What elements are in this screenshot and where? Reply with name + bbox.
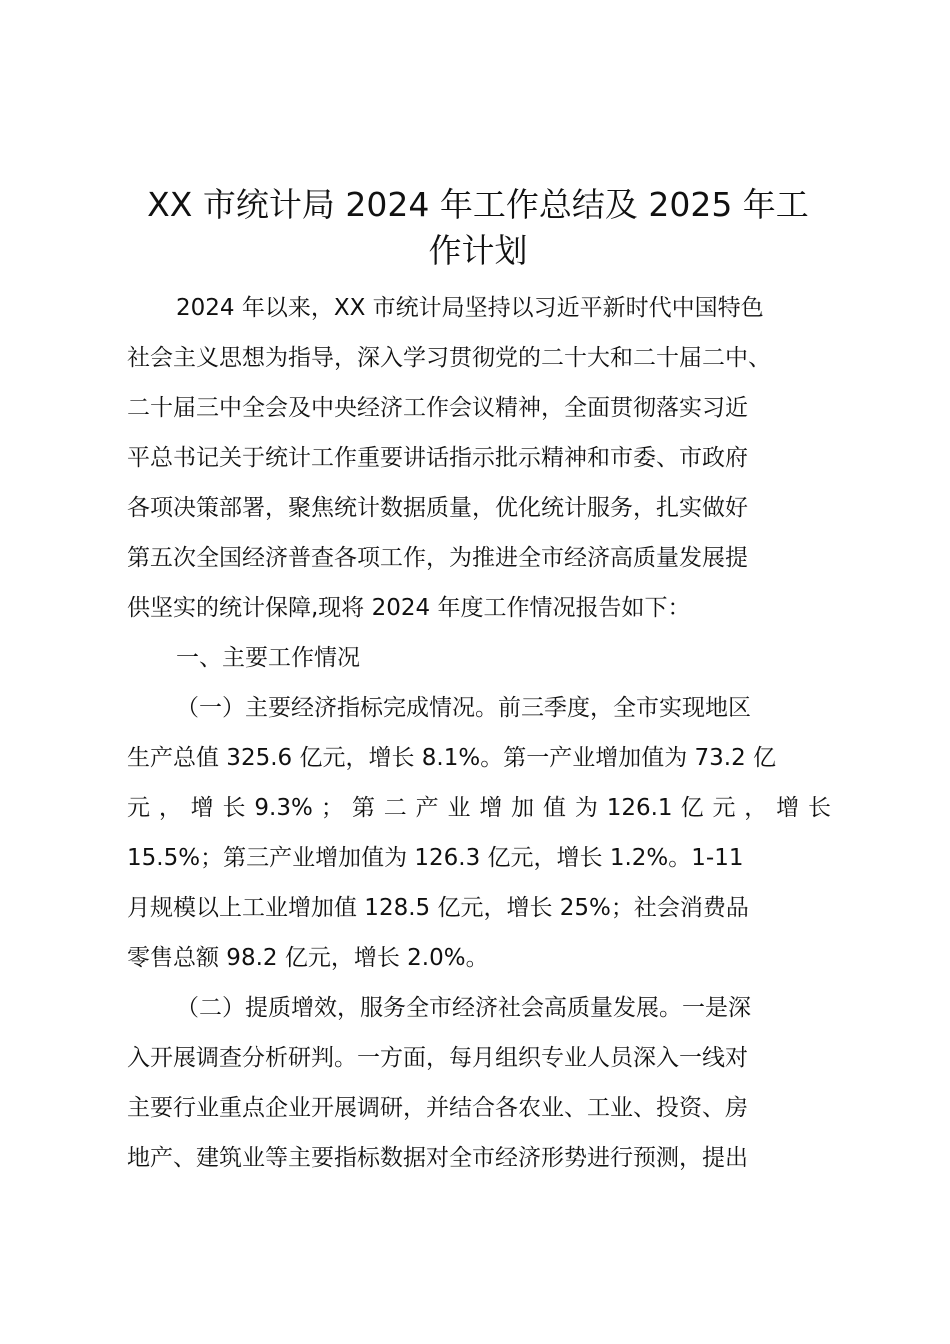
text-line: 月规模以上工业增加值 128.5 亿元，增长 25%；社会消费品 — [127, 895, 749, 921]
text-line: 入开展调查分析研判。一方面，每月组织专业人员深入一线对 — [127, 1045, 748, 1071]
text-line: 零售总额 98.2 亿元，增长 2.0%。 — [127, 945, 489, 971]
text-line: 一、主要工作情况 — [176, 645, 360, 671]
text-line: 2024 年以来，XX 市统计局坚持以习近平新时代中国特色 — [176, 295, 764, 321]
text-line: 各项决策部署，聚焦统计数据质量，优化统计服务，扎实做好 — [127, 495, 748, 521]
text-line: 15.5%；第三产业增加值为 126.3 亿元，增长 1.2%。1-11 — [127, 845, 744, 871]
text-line: 平总书记关于统计工作重要讲话指示批示精神和市委、市政府 — [127, 445, 748, 471]
text-line: 生产总值 325.6 亿元，增长 8.1%。第一产业增加值为 73.2 亿 — [127, 745, 777, 771]
text-line: 社会主义思想为指导，深入学习贯彻党的二十大和二十届二中、 — [127, 345, 771, 371]
text-line: 二十届三中全会及中央经济工作会议精神，全面贯彻落实习近 — [127, 395, 748, 421]
text-line: 元 ， 增 长 9.3% ； 第 二 产 业 增 加 值 为 126.1 亿 元 ， 增 长 — [127, 795, 831, 821]
text-line: 供坚实的统计保障,现将 2024 年度工作情况报告如下： — [127, 595, 691, 621]
text-line: 地产、建筑业等主要指标数据对全市经济形势进行预测，提出 — [127, 1145, 748, 1171]
document-title — [126, 182, 830, 274]
title-line-2: 作计划 — [428, 231, 528, 270]
title-line-1: XX 市统计局 2024 年工作总结及 2025 年工 — [147, 185, 809, 224]
text-line: 主要行业重点企业开展调研，并结合各农业、工业、投资、房 — [127, 1095, 748, 1121]
document-body — [127, 283, 831, 1183]
text-line: （二）提质增效，服务全市经济社会高质量发展。一是深 — [176, 995, 751, 1021]
text-line: （一）主要经济指标完成情况。前三季度，全市实现地区 — [176, 695, 751, 721]
text-line: 第五次全国经济普查各项工作，为推进全市经济高质量发展提 — [127, 545, 748, 571]
